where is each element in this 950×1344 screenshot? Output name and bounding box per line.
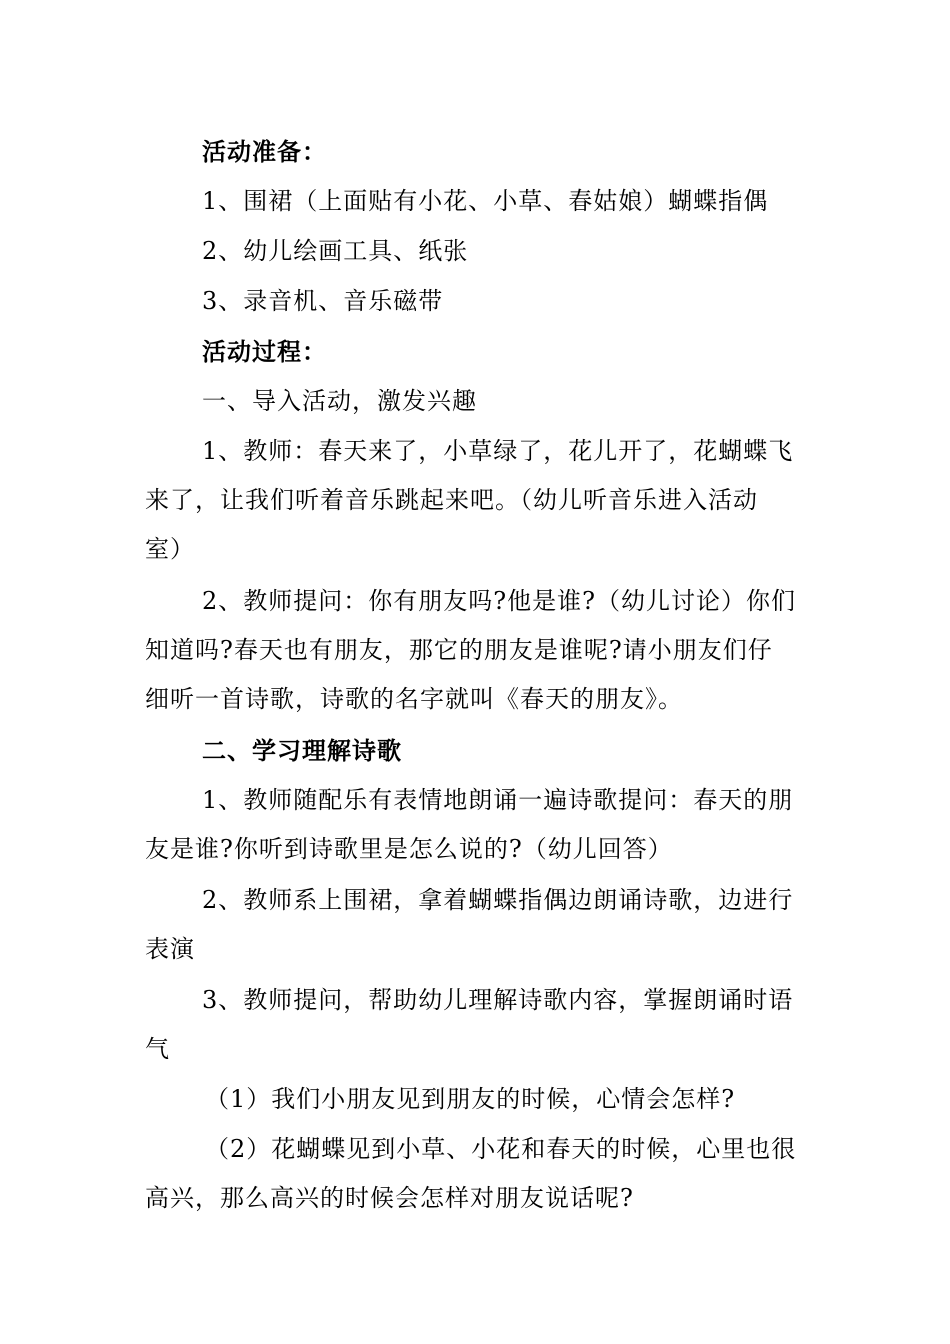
s1-item1-line2: 来了，让我们听着音乐跳起来吧。（幼儿听音乐进入活动: [145, 486, 758, 514]
prep-item-1: 1、围裙（上面贴有小花、小草、春姑娘）蝴蝶指偶: [202, 187, 769, 215]
s2-item3-line2: 气: [145, 1035, 170, 1063]
s1-item1-line3: 室）: [145, 535, 195, 563]
s1-item2-line3: 细听一首诗歌，诗歌的名字就叫《春天的朋友》。: [145, 685, 683, 713]
s2-item2-line2: 表演: [145, 935, 195, 963]
question-2-line2: 高兴，那么高兴的时候会怎样对朋友说话呢?: [145, 1184, 634, 1212]
question-2-line1: （2）花蝴蝶见到小草、小花和春天的时候，心里也很: [205, 1135, 797, 1163]
question-1: （1）我们小朋友见到朋友的时候，心情会怎样?: [205, 1085, 736, 1113]
process-heading: 活动过程：: [202, 337, 327, 366]
s1-item2-line1: 2、教师提问：你有朋友吗?他是谁?（幼儿讨论）你们: [202, 587, 797, 615]
s2-item2-line1: 2、教师系上围裙，拿着蝴蝶指偶边朗诵诗歌，边进行: [202, 886, 794, 914]
s2-item1-line1: 1、教师随配乐有表情地朗诵一遍诗歌提问：春天的朋: [202, 786, 794, 814]
s2-item1-line2: 友是谁?你听到诗歌里是怎么说的?（幼儿回答）: [145, 835, 673, 863]
prep-heading: 活动准备：: [202, 137, 327, 166]
s1-item1-line1: 1、教师：春天来了，小草绿了，花儿开了，花蝴蝶飞: [202, 437, 794, 465]
section1-heading: 一、导入活动，激发兴趣: [202, 387, 477, 415]
prep-item-2: 2、幼儿绘画工具、纸张: [202, 237, 469, 265]
s1-item2-line2: 知道吗?春天也有朋友，那它的朋友是谁呢?请小朋友们仔: [145, 636, 773, 664]
section2-heading: 二、学习理解诗歌: [202, 736, 402, 765]
prep-item-3: 3、录音机、音乐磁带: [202, 287, 444, 315]
s2-item3-line1: 3、教师提问，帮助幼儿理解诗歌内容，掌握朗诵时语: [202, 986, 794, 1014]
